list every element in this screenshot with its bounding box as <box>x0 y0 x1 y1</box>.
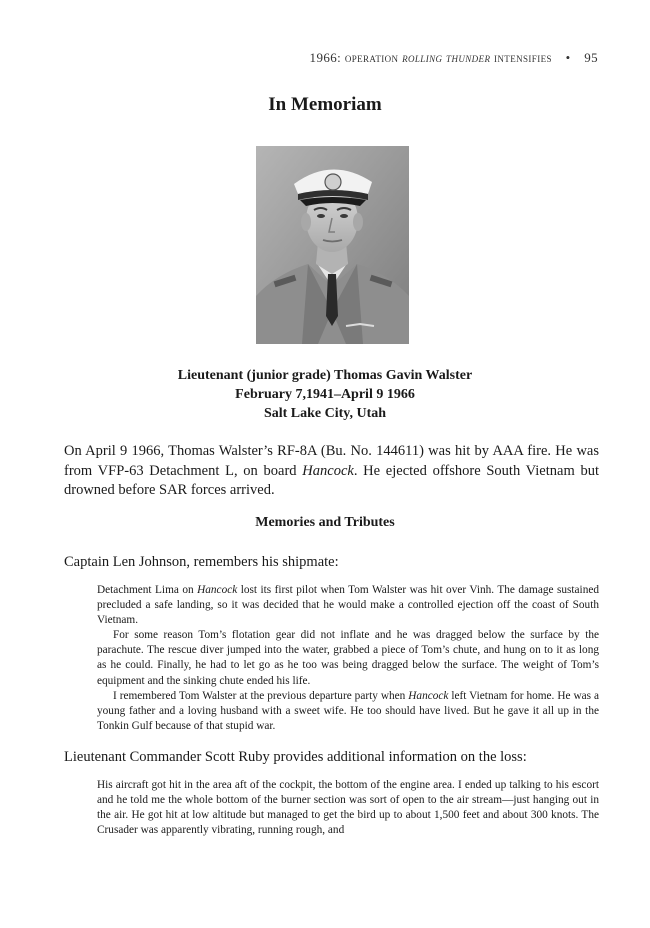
page-title: In Memoriam <box>268 94 382 115</box>
running-head-year: 1966: <box>309 50 342 65</box>
tribute1-p1-text-b: lost its first pilot when Tom Walster was hit over Vinh. The damage sustained precluded a safe landing, so it was decided that he would make a controlled ejection off the coast of South Vietnam. <box>97 584 600 627</box>
caption-place: Salt Lake City, Utah <box>263 406 387 421</box>
page-number: 95 <box>584 50 598 65</box>
section-heading: Memories and Tributes <box>255 515 395 530</box>
running-head <box>310 50 598 66</box>
tribute1-p3-text-a: I remembered Tom Walster at the previous departure party when <box>113 689 409 702</box>
tribute1-intro: Captain Len Johnson, remembers his shipmate: <box>64 554 339 570</box>
tribute1-paragraph-1 <box>97 583 599 628</box>
tribute1-p3-ship: Hancock <box>408 689 449 702</box>
photo-caption <box>0 366 650 423</box>
tribute1-p1-ship: Hancock <box>197 584 238 596</box>
tribute1-paragraph-3 <box>97 689 599 734</box>
running-head-bullet: • <box>565 50 571 65</box>
portrait-photo <box>256 146 409 344</box>
caption-dates: February 7,1941–April 9 1966 <box>235 387 415 402</box>
tribute2-paragraph-1: His aircraft got hit in the area aft of the cockpit, the bottom of the engine area. I ended up talking to his escort and he told me the whole bottom of the burner section was sort of open to the air stream—just hanging out in the air. He got hit at low altitude but managed to get the bird up to about 1,500 feet and about 300 knots. The Crusader was apparently vibrating, running rough, and <box>97 779 599 837</box>
tribute2-intro: Lieutenant Commander Scott Ruby provides additional information on the loss: <box>64 749 527 765</box>
tribute1-quote <box>97 583 599 734</box>
running-head-operation: operation <box>344 50 399 65</box>
tribute1-paragraph-2: For some reason Tom’s flotation gear did not inflate and he was dragged below the surface by the parachute. The rescue diver jumped into the water, grabbed a piece of Tom’s chute, and hung on to it as long as he could. Finally, he had to let go as he too was being dragged below the surface. The weight of Tom’s equipment and the sinking chute ended his life. <box>97 629 599 687</box>
intro-text-a: On April 9 1966, Thomas Walster’s RF-8A (Bu. No. 144611) was hit by AAA fire. He was from VFP-63 Detachment L, on board <box>64 443 599 479</box>
running-head-intensifies: intensifies <box>494 50 552 65</box>
portrait-illustration <box>256 146 409 344</box>
caption-name: Lieutenant (junior grade) Thomas Gavin Walster <box>177 368 473 383</box>
running-head-rolling-thunder: rolling thunder <box>402 50 491 65</box>
tribute1-p3-text-b: left Vietnam for home. He was a young father and a loving husband with a sweet wife. He too should have lived. But he gave it all up in the Tonkin Gulf because of that stupid war. <box>97 689 599 732</box>
intro-paragraph <box>64 442 599 501</box>
tribute1-p1-text-a: Detachment Lima on <box>97 584 198 596</box>
intro-ship-name: Hancock <box>302 462 354 479</box>
intro-text-b: . He ejected offshore South Vietnam but drowned before SAR forces arrived. <box>64 462 599 498</box>
tribute2-quote <box>97 778 599 838</box>
